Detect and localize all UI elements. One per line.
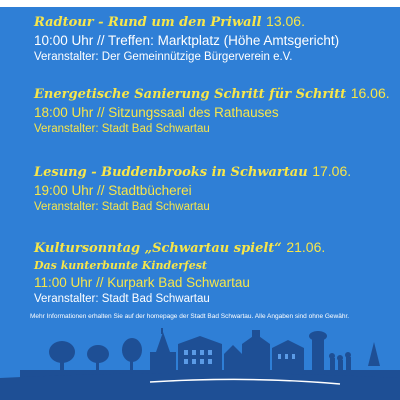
event-title-row	[34, 84, 394, 104]
event-time-place: 10:00 Uhr // Treffen: Marktplatz (Höhe Amtsgericht)	[34, 33, 340, 48]
event-radtour	[34, 12, 394, 65]
event-time-place: 19:00 Uhr // Stadtbücherei	[34, 183, 192, 198]
event-date: 16.06.	[350, 85, 390, 101]
event-title: Kultursonntag „Schwartau spielt“	[34, 241, 282, 256]
city-skyline-illustration	[0, 328, 400, 400]
event-title-row	[34, 12, 394, 32]
event-organizer: Veranstalter: Der Gemeinnützige Bürgerverein e.V.	[34, 51, 293, 63]
event-sanierung	[34, 84, 394, 137]
event-title: Energetische Sanierung Schritt für Schritt	[34, 87, 347, 102]
event-date: 21.06.	[286, 239, 326, 255]
event-title: Radtour - Rund um den Priwall	[34, 15, 262, 30]
event-subtitle: Das kunterbunte Kinderfest	[34, 259, 208, 272]
event-organizer: Veranstalter: Stadt Bad Schwartau	[34, 201, 210, 213]
footer-note: Mehr Informationen erhalten Sie auf der homepage der Stadt Bad Schwartau. Alle Angaben sind ohne Gewähr.	[30, 313, 350, 320]
event-lesung	[34, 162, 394, 215]
event-date: 17.06.	[312, 163, 352, 179]
event-organizer: Veranstalter: Stadt Bad Schwartau	[34, 123, 210, 135]
event-date: 13.06.	[266, 13, 305, 29]
event-time-place: 18:00 Uhr // Sitzungssaal des Rathauses	[34, 105, 279, 120]
top-strip	[0, 0, 400, 7]
event-title-row	[34, 162, 394, 182]
event-kultursonntag	[34, 238, 394, 307]
event-title: Lesung - Buddenbrooks in Schwartau	[34, 165, 308, 180]
event-title-row	[34, 238, 394, 258]
event-time-place: 11:00 Uhr // Kurpark Bad Schwartau	[34, 275, 250, 290]
event-organizer: Veranstalter: Stadt Bad Schwartau	[34, 293, 210, 305]
